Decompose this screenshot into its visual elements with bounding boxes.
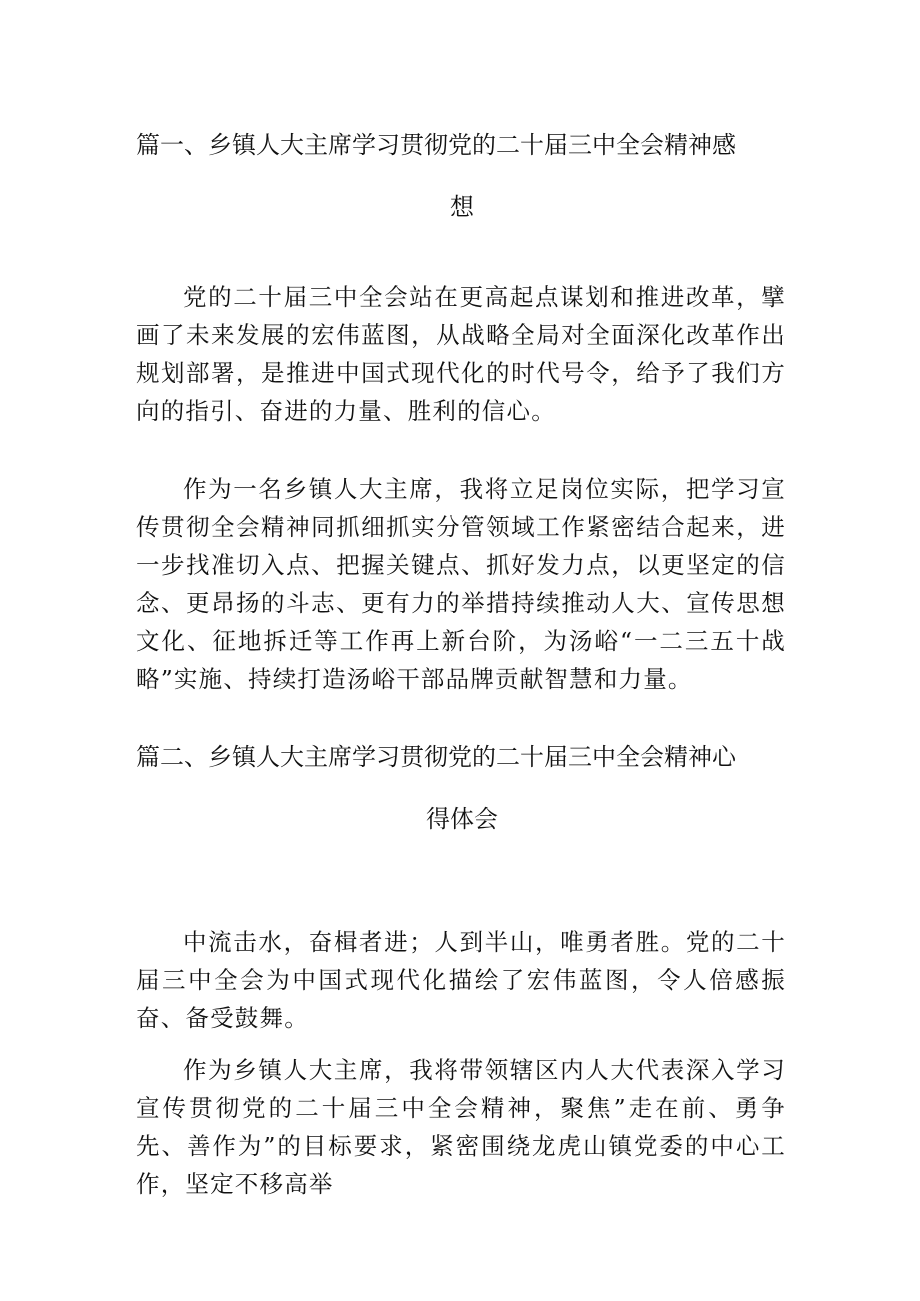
section-1-title-line2: 想 xyxy=(450,193,474,221)
section-2-title-line2: 得体会 xyxy=(426,805,498,833)
section-2-title-line1: 篇二、乡镇人大主席学习贯彻党的二十届三中全会精神心 xyxy=(136,743,736,771)
section-1-title xyxy=(136,128,796,224)
section-2-paragraph-1: 中流击水，奋楫者进；人到半山，唯勇者胜。党的二十届三中全会为中国式现代化描绘了宏伟蓝图，令人倍感振奋、备受鼓舞。 xyxy=(136,928,786,1032)
section-1-paragraph-1: 党的二十届三中全会站在更高起点谋划和推进改革，擘画了未来发展的宏伟蓝图，从战略全局对全面深化改革作出规划部署，是推进中国式现代化的时代号令，给予了我们方向的指引、奋进的力量、胜利的信心。 xyxy=(136,283,786,425)
section-2-title xyxy=(136,740,796,836)
section-1-paragraph-2: 作为一名乡镇人大主席，我将立足岗位实际，把学习宣传贯彻全会精神同抓细抓实分管领域工作紧密结合起来，进一步找准切入点、把握关键点、抓好发力点，以更坚定的信念、更昂扬的斗志、更有力的举措持续推动人大、宣传思想文化、征地拆迁等工作再上新台阶，为汤峪“一二三五十战略”实施、持续打造汤峪干部品牌贡献智慧和力量。 xyxy=(136,475,786,693)
section-1-title-line1: 篇一、乡镇人大主席学习贯彻党的二十届三中全会精神感 xyxy=(136,131,736,159)
section-2-paragraph-2: 作为乡镇人大主席，我将带领辖区内人大代表深入学习宣传贯彻党的二十届三中全会精神，聚焦”走在前、勇争先、善作为”的目标要求，紧密围绕龙虎山镇党委的中心工作，坚定不移高举 xyxy=(136,1056,786,1198)
